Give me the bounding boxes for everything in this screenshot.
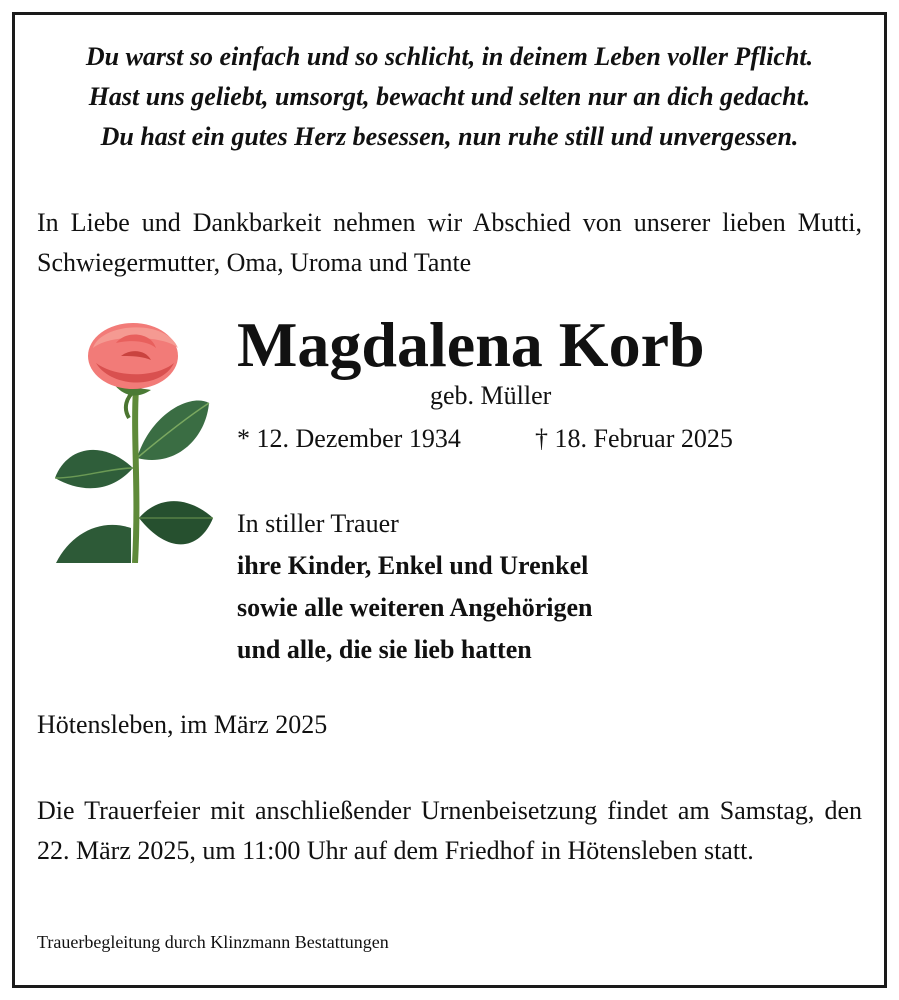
poem-line-1: Du warst so einfach und so schlicht, in deinem Leben voller Pflicht. xyxy=(85,42,814,71)
poem xyxy=(15,37,884,157)
poem-line-2: Hast uns geliebt, umsorgt, bewacht und selten nur an dich gedacht. xyxy=(88,82,811,111)
mourners-line-2: sowie alle weiteren Angehörigen xyxy=(237,593,593,622)
mourners xyxy=(237,503,593,671)
death-date: † 18. Februar 2025 xyxy=(535,424,733,453)
rose-icon xyxy=(41,318,216,563)
place-date: Hötensleben, im März 2025 xyxy=(37,710,328,739)
obituary-frame xyxy=(12,12,887,988)
obituary-content xyxy=(15,15,884,985)
life-dates xyxy=(237,421,733,457)
undertaker-note: Trauerbegleitung durch Klinzmann Bestattungen xyxy=(37,932,389,952)
deceased-name: Magdalena Korb xyxy=(237,309,705,380)
mourners-line-3: und alle, die sie lieb hatten xyxy=(237,635,532,664)
service-info: Die Trauerfeier mit anschließender Urnenbeisetzung findet am Samstag, den 22. März 2025, um 11:00 Uhr auf dem Friedhof in Hötensleben statt. xyxy=(37,796,862,865)
mourners-intro: In stiller Trauer xyxy=(237,509,399,538)
birth-date: * 12. Dezember 1934 xyxy=(237,424,461,453)
poem-line-3: Du hast ein gutes Herz besessen, nun ruhe still und unvergessen. xyxy=(100,122,799,151)
mourners-line-1: ihre Kinder, Enkel und Urenkel xyxy=(237,551,589,580)
intro-text: In Liebe und Dankbarkeit nehmen wir Abschied von unserer lieben Mutti, Schwiegermutter, Oma, Uroma und Tante xyxy=(37,208,862,277)
birth-name: geb. Müller xyxy=(430,381,552,410)
